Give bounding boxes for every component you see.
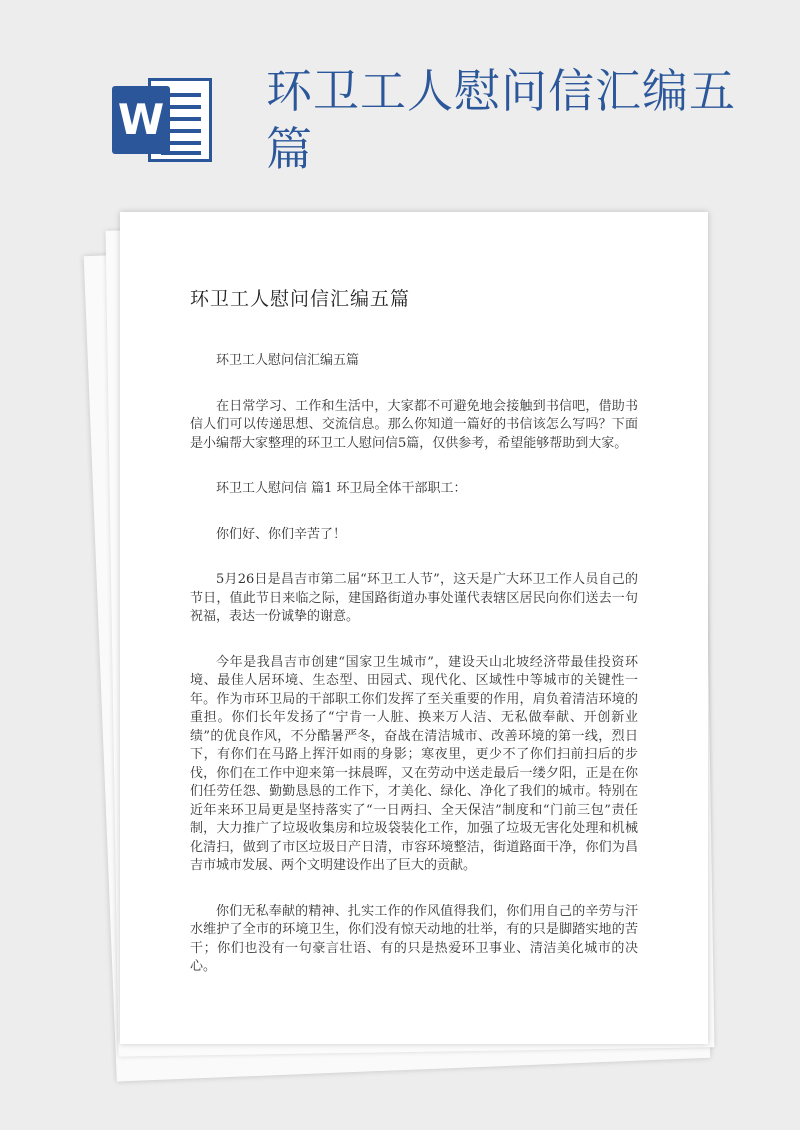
paragraph-greeting: 你们好、你们辛苦了！ — [216, 526, 347, 542]
document-page — [120, 212, 708, 1044]
paragraph-intro: 在日常学习、工作和生活中，大家都不可避免地会接触到书信吧，借助书信人们可以传递思想、交流信息。那么你知道一篇好的书信该怎么写吗？下面是小编帮大家整理的环卫工人慰问信5篇，仅供参考，希望能够帮助到大家。 — [190, 398, 638, 451]
paragraph-subtitle: 环卫工人慰问信汇编五篇 — [216, 353, 360, 368]
banner-title: 环卫工人慰问信汇编五篇 — [266, 64, 736, 176]
word-icon — [112, 78, 212, 162]
document-body — [190, 352, 638, 1004]
paragraph-body: 今年是我昌吉市创建“国家卫生城市”，建设天山北坡经济带最佳投资环境、最佳人居环境、生态型、田园式、现代化、区域性中等城市的关键性一年。作为市环卫局的干部职工你们发挥了至关重要的作用，肩负着清洁环境的重担。你们长年发扬了“宁肯一人脏、换来万人洁、无私做奉献、开创新业绩”的优良作风，不分酷暑严冬，奋战在清洁城市、改善环境的第一线，烈日下，有你们在马路上挥汗如雨的身影；寒夜里，更少不了你们扫前扫后的步伐，你们在工作中迎来第一抹晨晖，又在劳动中送走最后一缕夕阳，正是在你们任劳任怨、勤勤恳恳的工作下，才美化、绿化、净化了我们的城市。特别在近年来环卫局更是坚持落实了“一日两扫、全天保洁”制度和“门前三包”责任制，大力推广了垃圾收集房和垃圾袋装化工作，加强了垃圾无害化处理和机械化清扫，做到了市区垃圾日产日清，市容环境整洁，街道路面干净，你们为昌吉市城市发展、两个文明建设作出了巨大的贡献。 — [190, 654, 638, 873]
paragraph-body: 你们无私奉献的精神、扎实工作的作风值得我们，你们用自己的辛劳与汗水维护了全市的环境卫生，你们没有惊天动地的壮举，有的只是脚踏实地的苦干；你们也没有一句豪言壮语、有的只是热爱环卫事业、清洁美化城市的决心。 — [190, 903, 638, 974]
word-icon-letter: W — [112, 86, 170, 154]
paragraph-letter-title: 环卫工人慰问信 篇1 环卫局全体干部职工： — [216, 481, 467, 496]
paragraph-body: 5月26日是昌吉市第二届“环卫工人节”，这天是广大环卫工作人员自己的节日，值此节日来临之际，建国路街道办事处谨代表辖区居民向你们送去一句祝福，表达一份诚挚的谢意。 — [190, 572, 638, 624]
document-heading: 环卫工人慰问信汇编五篇 — [190, 288, 411, 310]
